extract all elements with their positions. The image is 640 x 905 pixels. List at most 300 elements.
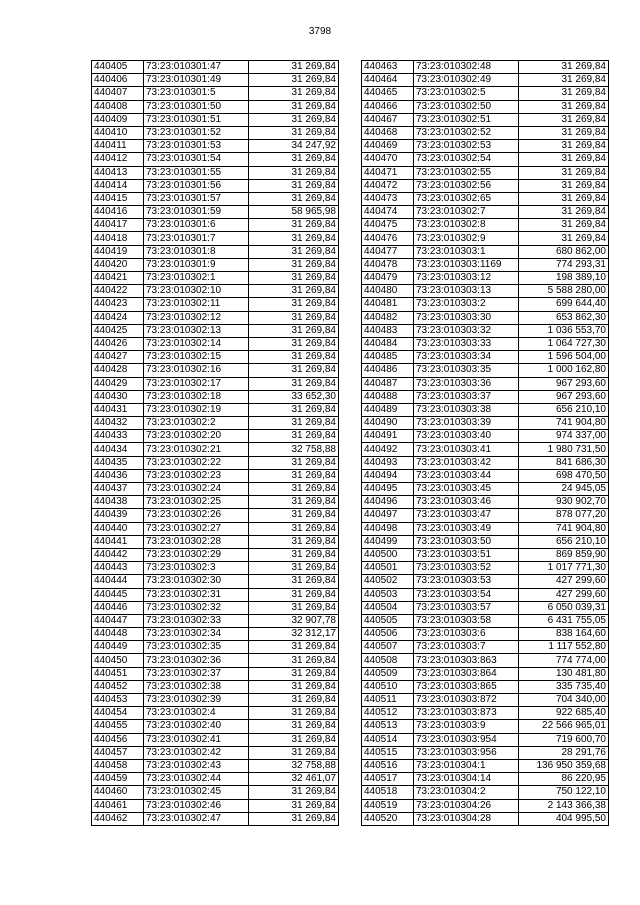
table-row: [362, 759, 609, 772]
cadastral-number-cell: 73:23:010301:53: [144, 140, 249, 153]
table-row: [92, 588, 339, 601]
value-cell: 31 269,84: [249, 298, 339, 311]
table-row: [92, 179, 339, 192]
value-cell: 28 291,76: [519, 746, 609, 759]
value-cell: 31 269,84: [519, 192, 609, 205]
table-row: [362, 324, 609, 337]
cadastral-number-cell: 73:23:010301:8: [144, 245, 249, 258]
value-cell: 1 017 771,30: [519, 562, 609, 575]
value-cell: 974 337,00: [519, 430, 609, 443]
cadastral-number-cell: 73:23:010302:45: [144, 786, 249, 799]
table-row: [92, 522, 339, 535]
value-cell: 31 269,84: [519, 113, 609, 126]
cadastral-number-cell: 73:23:010302:43: [144, 759, 249, 772]
table-row: [362, 74, 609, 87]
row-number-cell: 440481: [362, 298, 414, 311]
cadastral-number-cell: 73:23:010301:59: [144, 206, 249, 219]
value-cell: 31 269,84: [249, 324, 339, 337]
row-number-cell: 440412: [92, 153, 144, 166]
cadastral-number-cell: 73:23:010303:865: [414, 680, 519, 693]
cadastral-number-cell: 73:23:010303:39: [414, 417, 519, 430]
row-number-cell: 440468: [362, 126, 414, 139]
row-number-cell: 440490: [362, 417, 414, 430]
cadastral-number-cell: 73:23:010302:16: [144, 364, 249, 377]
row-number-cell: 440409: [92, 113, 144, 126]
cadastral-number-cell: 73:23:010303:58: [414, 614, 519, 627]
cadastral-number-cell: 73:23:010302:34: [144, 628, 249, 641]
row-number-cell: 440489: [362, 403, 414, 416]
row-number-cell: 440430: [92, 390, 144, 403]
cadastral-number-cell: 73:23:010303:53: [414, 575, 519, 588]
table-row: [92, 680, 339, 693]
row-number-cell: 440486: [362, 364, 414, 377]
row-number-cell: 440413: [92, 166, 144, 179]
value-cell: 838 164,60: [519, 628, 609, 641]
cadastral-number-cell: 73:23:010302:30: [144, 575, 249, 588]
cadastral-number-cell: 73:23:010303:40: [414, 430, 519, 443]
table-row: [92, 562, 339, 575]
table-row: [92, 324, 339, 337]
row-number-cell: 440434: [92, 443, 144, 456]
cadastral-number-cell: 73:23:010301:9: [144, 258, 249, 271]
cadastral-number-cell: 73:23:010302:37: [144, 667, 249, 680]
row-number-cell: 440494: [362, 469, 414, 482]
table-row: [362, 667, 609, 680]
row-number-cell: 440424: [92, 311, 144, 324]
value-cell: 31 269,84: [249, 337, 339, 350]
row-number-cell: 440469: [362, 140, 414, 153]
table-row: [362, 799, 609, 812]
row-number-cell: 440420: [92, 258, 144, 271]
value-cell: 32 461,07: [249, 773, 339, 786]
row-number-cell: 440506: [362, 628, 414, 641]
value-cell: 31 269,84: [519, 206, 609, 219]
table-row: [92, 496, 339, 509]
cadastral-number-cell: 73:23:010304:28: [414, 812, 519, 825]
table-row: [92, 258, 339, 271]
table-row: [92, 601, 339, 614]
value-cell: 1 000 162,80: [519, 364, 609, 377]
cadastral-number-cell: 73:23:010301:55: [144, 166, 249, 179]
row-number-cell: 440458: [92, 759, 144, 772]
cadastral-number-cell: 73:23:010302:9: [414, 232, 519, 245]
cadastral-number-cell: 73:23:010301:56: [144, 179, 249, 192]
cadastral-number-cell: 73:23:010302:14: [144, 337, 249, 350]
row-number-cell: 440427: [92, 351, 144, 364]
row-number-cell: 440487: [362, 377, 414, 390]
row-number-cell: 440452: [92, 680, 144, 693]
value-cell: 427 299,60: [519, 588, 609, 601]
cadastral-number-cell: 73:23:010302:26: [144, 509, 249, 522]
table-row: [362, 746, 609, 759]
cadastral-number-cell: 73:23:010303:1169: [414, 258, 519, 271]
table-row: [362, 192, 609, 205]
cadastral-number-cell: 73:23:010304:14: [414, 773, 519, 786]
table-row: [362, 351, 609, 364]
value-cell: 774 293,31: [519, 258, 609, 271]
row-number-cell: 440515: [362, 746, 414, 759]
table-row: [92, 773, 339, 786]
row-number-cell: 440471: [362, 166, 414, 179]
cadastral-number-cell: 73:23:010302:36: [144, 654, 249, 667]
value-cell: 1 036 553,70: [519, 324, 609, 337]
value-cell: 31 269,84: [249, 641, 339, 654]
table-row: [362, 614, 609, 627]
cadastral-number-cell: 73:23:010303:57: [414, 601, 519, 614]
table-row: [92, 192, 339, 205]
row-number-cell: 440493: [362, 456, 414, 469]
table-row: [362, 456, 609, 469]
cadastral-number-cell: 73:23:010303:873: [414, 707, 519, 720]
cadastral-number-cell: 73:23:010302:52: [414, 126, 519, 139]
row-number-cell: 440450: [92, 654, 144, 667]
value-cell: 31 269,84: [249, 680, 339, 693]
row-number-cell: 440423: [92, 298, 144, 311]
row-number-cell: 440456: [92, 733, 144, 746]
cadastral-number-cell: 73:23:010302:48: [414, 61, 519, 74]
row-number-cell: 440447: [92, 614, 144, 627]
row-number-cell: 440488: [362, 390, 414, 403]
table-row: [92, 548, 339, 561]
table-row: [92, 469, 339, 482]
table-row: [362, 166, 609, 179]
row-number-cell: 440406: [92, 74, 144, 87]
cadastral-number-cell: 73:23:010302:33: [144, 614, 249, 627]
cadastral-number-cell: 73:23:010303:864: [414, 667, 519, 680]
cadastral-number-cell: 73:23:010302:13: [144, 324, 249, 337]
row-number-cell: 440411: [92, 140, 144, 153]
cadastral-number-cell: 73:23:010303:49: [414, 522, 519, 535]
table-row: [362, 786, 609, 799]
table-row: [362, 733, 609, 746]
value-cell: 32 758,88: [249, 759, 339, 772]
table-row: [92, 285, 339, 298]
row-number-cell: 440440: [92, 522, 144, 535]
row-number-cell: 440414: [92, 179, 144, 192]
table-row: [362, 417, 609, 430]
value-cell: 32 907,78: [249, 614, 339, 627]
cadastral-number-cell: 73:23:010301:51: [144, 113, 249, 126]
cadastral-number-cell: 73:23:010303:36: [414, 377, 519, 390]
row-number-cell: 440484: [362, 337, 414, 350]
row-number-cell: 440495: [362, 483, 414, 496]
row-number-cell: 440473: [362, 192, 414, 205]
value-cell: 427 299,60: [519, 575, 609, 588]
row-number-cell: 440444: [92, 575, 144, 588]
cadastral-number-cell: 73:23:010301:6: [144, 219, 249, 232]
table-row: [362, 575, 609, 588]
cadastral-number-cell: 73:23:010302:22: [144, 456, 249, 469]
row-number-cell: 440441: [92, 535, 144, 548]
table-row: [362, 364, 609, 377]
row-number-cell: 440464: [362, 74, 414, 87]
cadastral-number-cell: 73:23:010303:37: [414, 390, 519, 403]
cadastral-number-cell: 73:23:010302:51: [414, 113, 519, 126]
table-row: [92, 166, 339, 179]
row-number-cell: 440463: [362, 61, 414, 74]
row-number-cell: 440496: [362, 496, 414, 509]
value-cell: 24 945,05: [519, 483, 609, 496]
row-number-cell: 440407: [92, 87, 144, 100]
table-row: [92, 61, 339, 74]
row-number-cell: 440477: [362, 245, 414, 258]
cadastral-number-cell: 73:23:010302:19: [144, 403, 249, 416]
value-cell: 31 269,84: [249, 430, 339, 443]
value-cell: 2 143 366,38: [519, 799, 609, 812]
value-cell: 31 269,84: [249, 707, 339, 720]
cadastral-number-cell: 73:23:010302:56: [414, 179, 519, 192]
row-number-cell: 440459: [92, 773, 144, 786]
cadastral-number-cell: 73:23:010303:2: [414, 298, 519, 311]
row-number-cell: 440415: [92, 192, 144, 205]
value-cell: 31 269,84: [249, 61, 339, 74]
value-cell: 32 312,17: [249, 628, 339, 641]
table-row: [92, 535, 339, 548]
cadastral-number-cell: 73:23:010302:41: [144, 733, 249, 746]
value-cell: 31 269,84: [249, 667, 339, 680]
value-cell: 31 269,84: [249, 153, 339, 166]
cadastral-number-cell: 73:23:010303:34: [414, 351, 519, 364]
row-number-cell: 440475: [362, 219, 414, 232]
value-cell: 31 269,84: [249, 311, 339, 324]
row-number-cell: 440435: [92, 456, 144, 469]
row-number-cell: 440516: [362, 759, 414, 772]
row-number-cell: 440439: [92, 509, 144, 522]
table-row: [92, 206, 339, 219]
table-row: [362, 720, 609, 733]
value-cell: 698 470,50: [519, 469, 609, 482]
row-number-cell: 440425: [92, 324, 144, 337]
cadastral-number-cell: 73:23:010302:46: [144, 799, 249, 812]
cadastral-number-cell: 73:23:010301:5: [144, 87, 249, 100]
value-cell: 741 904,80: [519, 522, 609, 535]
value-cell: 31 269,84: [249, 377, 339, 390]
value-cell: 31 269,84: [249, 232, 339, 245]
cadastral-number-cell: 73:23:010302:18: [144, 390, 249, 403]
value-cell: 31 269,84: [249, 272, 339, 285]
table-row: [362, 206, 609, 219]
table-row: [362, 179, 609, 192]
row-number-cell: 440405: [92, 61, 144, 74]
cadastral-number-cell: 73:23:010303:6: [414, 628, 519, 641]
value-cell: 6 431 755,05: [519, 614, 609, 627]
cadastral-number-cell: 73:23:010302:65: [414, 192, 519, 205]
cadastral-number-cell: 73:23:010303:44: [414, 469, 519, 482]
value-cell: 31 269,84: [249, 351, 339, 364]
row-number-cell: 440442: [92, 548, 144, 561]
value-cell: 31 269,84: [249, 548, 339, 561]
value-cell: 1 117 552,80: [519, 641, 609, 654]
value-cell: 31 269,84: [249, 522, 339, 535]
table-row: [362, 509, 609, 522]
table-row: [92, 614, 339, 627]
value-cell: 31 269,84: [249, 74, 339, 87]
value-cell: 719 600,70: [519, 733, 609, 746]
table-row: [92, 812, 339, 825]
row-number-cell: 440476: [362, 232, 414, 245]
table-row: [92, 667, 339, 680]
row-number-cell: 440449: [92, 641, 144, 654]
row-number-cell: 440467: [362, 113, 414, 126]
cadastral-number-cell: 73:23:010303:32: [414, 324, 519, 337]
table-row: [362, 641, 609, 654]
row-number-cell: 440520: [362, 812, 414, 825]
row-number-cell: 440505: [362, 614, 414, 627]
cadastral-number-cell: 73:23:010303:52: [414, 562, 519, 575]
row-number-cell: 440500: [362, 548, 414, 561]
row-number-cell: 440503: [362, 588, 414, 601]
value-cell: 31 269,84: [249, 562, 339, 575]
cadastral-number-cell: 73:23:010304:1: [414, 759, 519, 772]
value-cell: 31 269,84: [249, 535, 339, 548]
cadastral-number-cell: 73:23:010302:50: [414, 100, 519, 113]
cadastral-number-cell: 73:23:010302:29: [144, 548, 249, 561]
value-cell: 31 269,84: [249, 588, 339, 601]
value-cell: 31 269,84: [249, 245, 339, 258]
row-number-cell: 440428: [92, 364, 144, 377]
row-number-cell: 440502: [362, 575, 414, 588]
row-number-cell: 440491: [362, 430, 414, 443]
cadastral-number-cell: 73:23:010303:54: [414, 588, 519, 601]
row-number-cell: 440438: [92, 496, 144, 509]
table-row: [362, 390, 609, 403]
value-cell: 31 269,84: [249, 720, 339, 733]
cadastral-number-cell: 73:23:010302:15: [144, 351, 249, 364]
cadastral-number-cell: 73:23:010302:49: [414, 74, 519, 87]
row-number-cell: 440480: [362, 285, 414, 298]
row-number-cell: 440499: [362, 535, 414, 548]
table-row: [92, 113, 339, 126]
row-number-cell: 440483: [362, 324, 414, 337]
row-number-cell: 440479: [362, 272, 414, 285]
cadastral-number-cell: 73:23:010301:47: [144, 61, 249, 74]
cadastral-number-cell: 73:23:010302:2: [144, 417, 249, 430]
row-number-cell: 440416: [92, 206, 144, 219]
table-row: [92, 746, 339, 759]
cadastral-number-cell: 73:23:010303:954: [414, 733, 519, 746]
value-cell: 31 269,84: [519, 219, 609, 232]
table-row: [92, 337, 339, 350]
row-number-cell: 440448: [92, 628, 144, 641]
table-row: [92, 100, 339, 113]
cadastral-number-cell: 73:23:010301:49: [144, 74, 249, 87]
value-cell: 774 774,00: [519, 654, 609, 667]
cadastral-number-cell: 73:23:010303:7: [414, 641, 519, 654]
table-row: [362, 443, 609, 456]
cadastral-number-cell: 73:23:010302:38: [144, 680, 249, 693]
row-number-cell: 440474: [362, 206, 414, 219]
cadastral-number-cell: 73:23:010302:20: [144, 430, 249, 443]
table-row: [92, 140, 339, 153]
value-cell: 1 064 727,30: [519, 337, 609, 350]
row-number-cell: 440426: [92, 337, 144, 350]
cadastral-number-cell: 73:23:010302:44: [144, 773, 249, 786]
value-cell: 31 269,84: [249, 192, 339, 205]
table-row: [362, 311, 609, 324]
table-row: [362, 153, 609, 166]
table-row: [362, 535, 609, 548]
value-cell: 31 269,84: [519, 153, 609, 166]
page-number: 3798: [308, 26, 332, 37]
value-cell: 704 340,00: [519, 694, 609, 707]
table-row: [362, 258, 609, 271]
cadastral-number-cell: 73:23:010302:31: [144, 588, 249, 601]
table-row: [92, 786, 339, 799]
cadastral-number-cell: 73:23:010303:47: [414, 509, 519, 522]
row-number-cell: 440466: [362, 100, 414, 113]
table-row: [92, 456, 339, 469]
row-number-cell: 440470: [362, 153, 414, 166]
table-row: [362, 219, 609, 232]
table-row: [92, 417, 339, 430]
table-row: [362, 773, 609, 786]
cadastral-number-cell: 73:23:010303:50: [414, 535, 519, 548]
cadastral-number-cell: 73:23:010302:7: [414, 206, 519, 219]
value-cell: 31 269,84: [249, 694, 339, 707]
cadastral-number-cell: 73:23:010301:7: [144, 232, 249, 245]
value-cell: 6 050 039,31: [519, 601, 609, 614]
cadastral-number-cell: 73:23:010302:17: [144, 377, 249, 390]
cadastral-number-cell: 73:23:010302:32: [144, 601, 249, 614]
table-row: [362, 680, 609, 693]
value-cell: 653 862,30: [519, 311, 609, 324]
cadastral-number-cell: 73:23:010302:47: [144, 812, 249, 825]
value-cell: 967 293,60: [519, 390, 609, 403]
row-number-cell: 440508: [362, 654, 414, 667]
row-number-cell: 440408: [92, 100, 144, 113]
row-number-cell: 440498: [362, 522, 414, 535]
cadastral-table-left: [91, 60, 339, 826]
row-number-cell: 440504: [362, 601, 414, 614]
value-cell: 31 269,84: [519, 140, 609, 153]
value-cell: 404 995,50: [519, 812, 609, 825]
table-row: [362, 298, 609, 311]
row-number-cell: 440472: [362, 179, 414, 192]
value-cell: 31 269,84: [249, 483, 339, 496]
value-cell: 32 758,88: [249, 443, 339, 456]
row-number-cell: 440422: [92, 285, 144, 298]
row-number-cell: 440432: [92, 417, 144, 430]
table-row: [92, 126, 339, 139]
table-row: [362, 483, 609, 496]
table-row: [92, 351, 339, 364]
table-row: [362, 126, 609, 139]
value-cell: 58 965,98: [249, 206, 339, 219]
row-number-cell: 440454: [92, 707, 144, 720]
cadastral-number-cell: 73:23:010303:30: [414, 311, 519, 324]
value-cell: 31 269,84: [249, 799, 339, 812]
row-number-cell: 440433: [92, 430, 144, 443]
cadastral-table-right: [361, 60, 609, 826]
table-row: [362, 232, 609, 245]
value-cell: 680 862,00: [519, 245, 609, 258]
row-number-cell: 440460: [92, 786, 144, 799]
cadastral-number-cell: 73:23:010303:13: [414, 285, 519, 298]
row-number-cell: 440465: [362, 87, 414, 100]
table-row: [92, 298, 339, 311]
value-cell: 878 077,20: [519, 509, 609, 522]
value-cell: 31 269,84: [249, 456, 339, 469]
cadastral-number-cell: 73:23:010301:52: [144, 126, 249, 139]
table-row: [92, 483, 339, 496]
cadastral-number-cell: 73:23:010302:40: [144, 720, 249, 733]
table-row: [92, 87, 339, 100]
value-cell: 699 644,40: [519, 298, 609, 311]
cadastral-number-cell: 73:23:010301:54: [144, 153, 249, 166]
value-cell: 335 735,40: [519, 680, 609, 693]
table-row: [362, 628, 609, 641]
cadastral-number-cell: 73:23:010303:33: [414, 337, 519, 350]
